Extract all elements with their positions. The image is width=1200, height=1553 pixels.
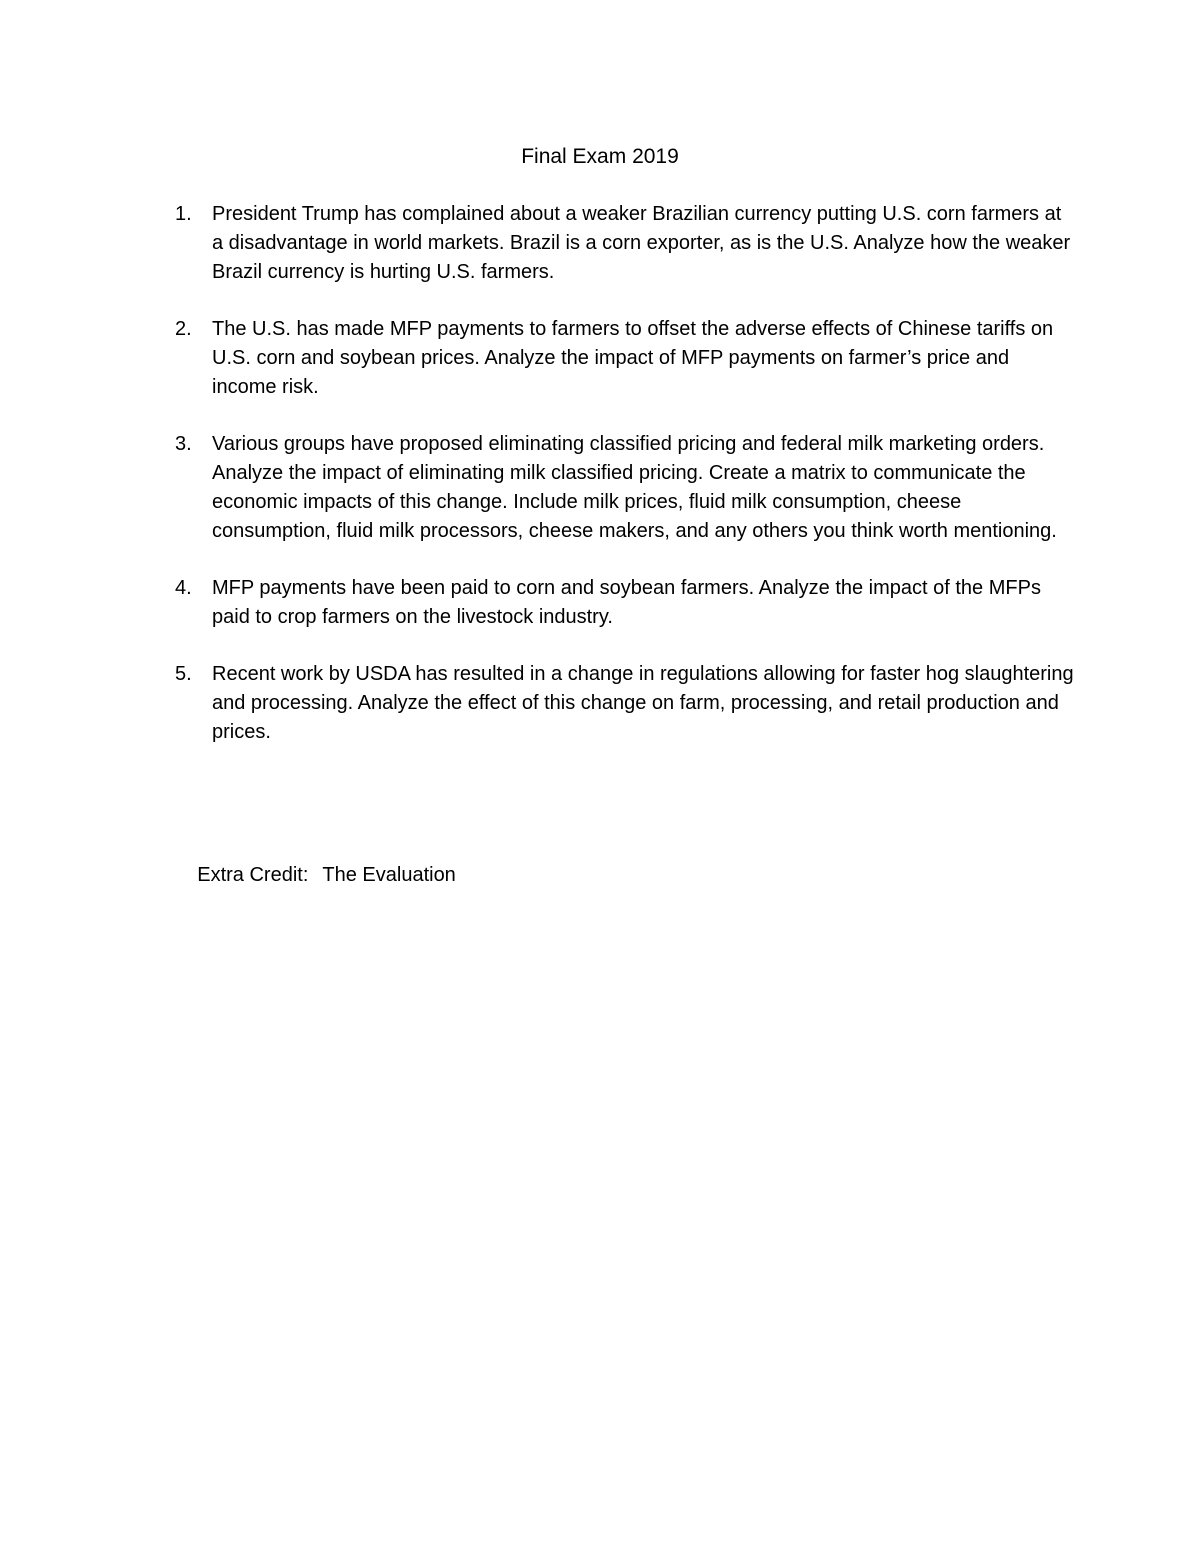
question-number: 4. [175,577,192,599]
question-item [175,574,1075,632]
question-text: The U.S. has made MFP payments to farmers to offset the adverse effects of Chinese tariffs on U.S. corn and soybean prices. Analyze the impact of MFP payments on farmer’s price and income risk. [212,318,1054,398]
question-text: Various groups have proposed eliminating classified pricing and federal milk marketing orders. Analyze the impact of eliminating milk classified pricing. Create a matrix to communicate the economic impacts of this change. Include milk prices, fluid milk consumption, cheese consumption, fluid milk processors, cheese makers, and any others you think worth mentioning. [212,433,1057,542]
question-number: 2. [175,318,192,340]
question-list [175,200,1075,775]
extra-credit-label: Extra Credit: [197,864,309,886]
question-text: MFP payments have been paid to corn and soybean farmers. Analyze the impact of the MFPs paid to crop farmers on the livestock industry. [212,577,1041,628]
extra-credit [175,832,456,919]
question-text: President Trump has complained about a weaker Brazilian currency putting U.S. corn farmers at a disadvantage in world markets. Brazil is a corn exporter, as is the U.S. Analyze how the weaker Brazil currency is hurting U.S. farmers. [212,203,1071,283]
question-text: Recent work by USDA has resulted in a change in regulations allowing for faster hog slaughtering and processing. Analyze the effect of this change on farm, processing, and retail production and prices. [212,663,1074,743]
question-number: 1. [175,203,192,225]
question-item [175,430,1075,546]
question-item [175,315,1075,402]
question-item [175,660,1075,747]
question-number: 3. [175,433,192,455]
question-number: 5. [175,663,192,685]
question-item [175,200,1075,287]
document-title: Final Exam 2019 [521,145,679,168]
extra-credit-value: The Evaluation [322,864,456,886]
